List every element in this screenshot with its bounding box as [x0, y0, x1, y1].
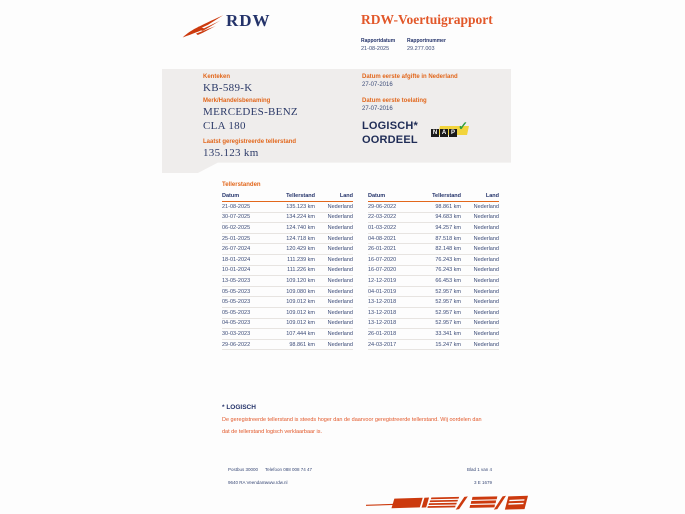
table-cell: 30-07-2025 — [222, 214, 251, 221]
tellerstanden-table-right — [368, 193, 499, 350]
table-row — [368, 319, 499, 330]
table-cell: 82.148 km — [435, 246, 461, 253]
table-row — [222, 297, 353, 308]
table-cell: 120.429 km — [286, 246, 315, 253]
table-cell: Nederland — [473, 320, 499, 327]
col-datum: Datum — [222, 193, 240, 199]
speed-stripes-graphic — [366, 495, 528, 511]
table-cell: Nederland — [473, 203, 499, 210]
table-row — [222, 244, 353, 255]
table-cell: 111.239 km — [287, 256, 315, 263]
table-cell: 15.247 km — [435, 341, 461, 348]
table-cell: 13-12-2018 — [368, 299, 397, 306]
table-cell: 109.080 km — [286, 288, 315, 295]
nap-check-icon: ✓ — [458, 119, 469, 133]
table-row — [222, 213, 353, 224]
table-cell: 30-03-2023 — [222, 330, 251, 337]
report-number-label: Rapportnummer — [407, 38, 446, 44]
table-cell: 52.957 km — [435, 299, 461, 306]
table-cell: 13-05-2023 — [222, 277, 251, 284]
table-row — [222, 234, 353, 245]
table-cell: 04-08-2021 — [368, 235, 397, 242]
nap-letter-n: N — [432, 130, 438, 136]
table-row — [222, 340, 353, 351]
logisch-note-text — [222, 414, 512, 438]
table-cell: 107.444 km — [286, 330, 315, 337]
table-cell: Nederland — [327, 320, 353, 327]
table-cell: 26-01-2018 — [368, 330, 397, 337]
table-row — [222, 266, 353, 277]
table-row — [222, 276, 353, 287]
nap-letter-p: P — [450, 130, 455, 136]
merk-line2: CLA 180 — [203, 120, 246, 132]
table-cell: 134.224 km — [286, 214, 315, 221]
table-cell: 29-06-2022 — [222, 341, 251, 348]
table-cell: 16-07-2020 — [368, 267, 397, 274]
table-cell: Nederland — [327, 214, 353, 221]
table-row — [368, 297, 499, 308]
rdw-logo-icon — [182, 12, 224, 42]
oordeel-line2: OORDEEL — [362, 133, 418, 146]
table-cell: Nederland — [473, 288, 499, 295]
table-header-row — [368, 193, 499, 202]
table-cell: Nederland — [473, 277, 499, 284]
table-cell: Nederland — [473, 309, 499, 316]
footer-page-number: Blad 1 van 4 — [466, 467, 492, 472]
nap-letter-a: A — [441, 130, 447, 136]
col-tellerstand: Tellerstand — [286, 193, 315, 199]
table-cell: 98.861 km — [289, 341, 315, 348]
table-cell: Nederland — [327, 288, 353, 295]
table-cell: 12-12-2019 — [368, 277, 397, 284]
table-cell: Nederland — [327, 246, 353, 253]
table-cell: 87.518 km — [435, 235, 461, 242]
table-row — [368, 244, 499, 255]
table-row — [368, 287, 499, 298]
table-cell: 52.957 km — [435, 309, 461, 316]
table-cell: 06-02-2025 — [222, 224, 251, 231]
table-cell: 124.718 km — [286, 235, 315, 242]
table-cell: 109.120 km — [286, 277, 315, 284]
toelating-value: 27-07-2016 — [362, 106, 393, 112]
table-cell: Nederland — [473, 214, 499, 221]
table-cell: 10-01-2024 — [222, 267, 251, 274]
table-cell: 04-05-2023 — [222, 320, 251, 327]
table-cell: 21-08-2025 — [222, 203, 251, 210]
table-row — [222, 223, 353, 234]
table-cell: 109.012 km — [286, 320, 315, 327]
table-cell: 66.453 km — [435, 277, 461, 284]
table-row — [368, 266, 499, 277]
footer-website: www.rdw.nl — [265, 480, 288, 485]
table-cell: 01-03-2022 — [368, 224, 397, 231]
table-cell: 22-03-2022 — [368, 214, 397, 221]
nap-logo — [431, 121, 471, 141]
table-cell: Nederland — [473, 224, 499, 231]
kenteken-label: Kenteken — [203, 74, 231, 80]
table-row — [368, 202, 499, 213]
table-cell: Nederland — [327, 267, 353, 274]
table-header-row — [222, 193, 353, 202]
afgifte-label: Datum eerste afgifte in Nederland — [362, 74, 458, 80]
table-cell: 13-12-2018 — [368, 320, 397, 327]
table-row — [222, 255, 353, 266]
oordeel-line1: LOGISCH* — [362, 120, 418, 132]
table-cell: 26-07-2024 — [222, 246, 251, 253]
col-datum: Datum — [368, 193, 386, 199]
table-cell: 52.957 km — [435, 288, 461, 295]
table-cell: Nederland — [473, 267, 499, 274]
table-cell: Nederland — [327, 277, 353, 284]
table-cell: Nederland — [473, 235, 499, 242]
merk-label: Merk/Handelsbenaming — [203, 98, 271, 104]
table-cell: 24-03-2017 — [368, 341, 397, 348]
table-body — [368, 202, 499, 350]
table-cell: 04-01-2019 — [368, 288, 397, 295]
table-cell: 52.957 km — [435, 320, 461, 327]
logisch-note-title: * LOGISCH — [222, 404, 256, 411]
toelating-label: Datum eerste toelating — [362, 98, 427, 104]
table-cell: Nederland — [473, 299, 499, 306]
footer-postbus: Postbus 30000 — [228, 467, 259, 472]
table-cell: Nederland — [327, 330, 353, 337]
merk-value — [203, 105, 298, 133]
table-cell: 111.226 km — [287, 267, 315, 274]
rdw-wordmark: RDW — [226, 11, 271, 30]
table-cell: 109.012 km — [286, 299, 315, 306]
table-cell: 124.740 km — [286, 224, 315, 231]
table-row — [368, 213, 499, 224]
footer-phone: Telefoon 088 008 74 47 — [265, 467, 313, 472]
table-cell: Nederland — [473, 330, 499, 337]
table-cell: 94.257 km — [435, 224, 461, 231]
page-title: RDW-Voertuigrapport — [361, 12, 493, 27]
table-cell: Nederland — [327, 235, 353, 242]
kenteken-value: KB-589-K — [203, 82, 253, 94]
laatste-tellerstand-value: 135.123 km — [203, 147, 259, 159]
oordeel-text — [362, 120, 418, 147]
table-cell: 26-01-2021 — [368, 246, 397, 253]
table-row — [368, 308, 499, 319]
report-date-value: 21-08-2025 — [361, 46, 390, 52]
footer-page-info — [440, 463, 492, 489]
table-cell: 13-12-2018 — [368, 309, 397, 316]
table-cell: 98.861 km — [435, 203, 461, 210]
table-row — [368, 329, 499, 340]
table-row — [368, 234, 499, 245]
table-cell: Nederland — [327, 203, 353, 210]
table-cell: 05-05-2023 — [222, 309, 251, 316]
table-row — [222, 329, 353, 340]
footer-address — [228, 463, 266, 489]
table-row — [222, 319, 353, 330]
table-cell: Nederland — [327, 341, 353, 348]
table-cell: 05-05-2023 — [222, 288, 251, 295]
afgifte-value: 27-07-2016 — [362, 82, 393, 88]
laatste-tellerstand-label: Laatst geregistreerde tellerstand — [203, 139, 297, 145]
table-row — [368, 340, 499, 351]
table-cell: Nederland — [327, 309, 353, 316]
table-cell: 16-07-2020 — [368, 256, 397, 263]
table-cell: Nederland — [327, 299, 353, 306]
table-cell: 05-05-2023 — [222, 299, 251, 306]
col-land: Land — [339, 193, 353, 199]
table-row — [222, 287, 353, 298]
table-cell: 33.341 km — [435, 330, 461, 337]
table-cell: 76.243 km — [435, 267, 461, 274]
table-row — [222, 308, 353, 319]
logisch-note-line2: dat de tellerstand logisch verklaarbaar is. — [222, 429, 322, 435]
tellerstanden-table-left — [222, 193, 353, 350]
table-row — [368, 276, 499, 287]
table-row — [368, 255, 499, 266]
footer-form-code: 3 E 1679 — [473, 480, 492, 485]
merk-line1: MERCEDES-BENZ — [203, 106, 298, 118]
table-cell: 94.683 km — [435, 214, 461, 221]
table-cell: Nederland — [327, 256, 353, 263]
table-row — [368, 223, 499, 234]
report-number-value: 29.277.003 — [407, 46, 435, 52]
table-cell: 135.123 km — [286, 203, 315, 210]
table-cell: 109.012 km — [286, 309, 315, 316]
logisch-note-line1: De geregistreerde tellerstand is steeds hoger dan de daarvoor geregistreerde tellerstand. Wij oordelen dan — [222, 417, 482, 423]
col-land: Land — [485, 193, 499, 199]
col-tellerstand: Tellerstand — [432, 193, 461, 199]
table-cell: Nederland — [473, 256, 499, 263]
report-date-label: Rapportdatum — [361, 38, 396, 44]
table-cell: 25-01-2025 — [222, 235, 251, 242]
table-cell: 29-06-2022 — [368, 203, 397, 210]
table-cell: Nederland — [473, 341, 499, 348]
table-cell: 18-01-2024 — [222, 256, 251, 263]
table-row — [222, 202, 353, 213]
tellerstanden-title: Tellerstanden — [222, 182, 261, 188]
table-cell: Nederland — [327, 224, 353, 231]
table-cell: 76.243 km — [435, 256, 461, 263]
table-cell: Nederland — [473, 246, 499, 253]
footer-city: 9640 RA Veendam — [228, 480, 266, 485]
table-body — [222, 202, 353, 350]
footer-contact — [265, 463, 312, 489]
